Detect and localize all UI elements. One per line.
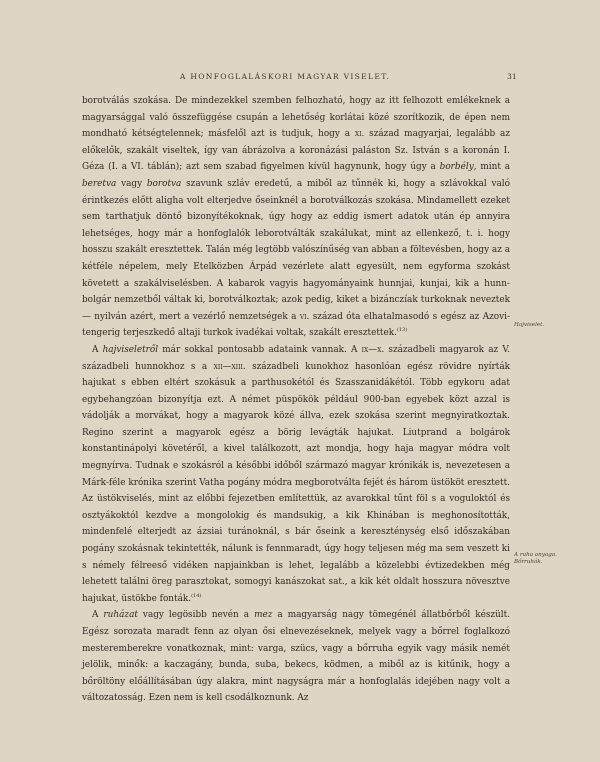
text-run: vagy legösibb nevén a xyxy=(137,610,255,621)
running-header: A HONFOGLALÁSKORI MAGYAR VISELET. xyxy=(179,72,391,81)
text-run: A xyxy=(92,610,104,621)
text-run: szavunk szláv eredetű, a miből az tűnnék ki, hogy a szlávokkal való érintkezés előtt aligha volt elterjedve őseinknél a borotválkozás szokása. Mindamellett ezeket sem tarthatjuk döntő bizonyítékoknak, úgy hogy az eddig ismert adatok után ép annyira lehetséges, hogy már a honfoglalók leborotválták szakálukat, mint az ellenkező, t. i. hogy hosszu szakált eresztettek. Talán még legtöbb valószínűség van abban a föltevésben, hogy az a kétféle népelem, mely Etelközben Árpád vezérlete alatt egyesült, nem egyforma szokást követett a szakálviselésben. A kabarok vagyis hagyományaink hunnjai, kunjai, kik a hunn-bolgár nemzetből váltak ki, borotválkoztak; azok pedig, kiket a bizánczíak turkoknak neveztek — nyilván azért, mert a vezérlő nemzetségek a xyxy=(82,178,511,322)
roman-numeral: ix—x xyxy=(361,344,382,355)
text-run: . század magyarjai, legalább az előkelők, szakált viseltek, így van ábrázolva a koronázási paláston Sz. István s a koronán I. Géza (I. a VI. táblán); azt sem szabad figyelmen kívül hagynunk, hogy úgy a xyxy=(82,129,510,173)
paragraph-clothing xyxy=(82,607,510,707)
roman-numeral: xi xyxy=(354,129,362,140)
text-run: . századbeli magyarok az V. századbeli hunnokhoz s a xyxy=(82,344,511,372)
paragraph-hairstyle xyxy=(82,342,510,608)
page-number: 31 xyxy=(507,72,517,81)
roman-numeral: vi xyxy=(299,311,307,322)
italic-term: borotva xyxy=(146,178,182,189)
italic-term: borbély xyxy=(439,162,474,173)
italic-term: beretva xyxy=(82,178,117,189)
italic-term: ruházat xyxy=(103,610,138,621)
margin-note-ruhazat: A ruha anyaga. Bőrruhák. xyxy=(514,552,557,565)
text-run: , mint a xyxy=(473,162,510,173)
italic-term: mez xyxy=(254,610,273,621)
text-run: A xyxy=(92,344,103,355)
text-run: borotválás szokása. De mindezekkel szemben felhozható, hogy az itt felhozott emlékeknek a magyarsággal való összefüggése csupán a lehetőség korlátai közé szorítkozik, de épen nem mondható kétségtelennek; másfelől azt is tudjuk, hogy a xyxy=(82,96,510,140)
text-run: . század óta elhatalmasodó s egész az Azovi-tengerig terjeszkedő altaji turkok ivadékai voltak, szakált eresztettek. xyxy=(82,311,510,339)
margin-note-hajviselet: Hajviselet. xyxy=(514,322,545,328)
paragraph-beard xyxy=(82,93,510,342)
italic-term: hajviseletről xyxy=(102,344,159,355)
footnote-ref: (14) xyxy=(191,592,202,599)
text-run: a magyarság nagy tömegénél állatbőrből készült. Egész sorozata maradt fenn az olyan ősi elnevezéseknek, melyek vagy a bőrrel foglalkozó mesteremberekre vonatkoznak, mint: varga, szücs, vagy a bőrruha egyik vagy másik nemét jelölik, minők: a kaczagány, bunda, suba, bekecs, ködmen, a miből az is kitűnik, hogy a bőröltöny előállításában úgy alakra, mint nagyságra már a honfoglalás idejében nagy volt a változatosság. Ezen nem is kell csodálkoznunk. Az xyxy=(82,610,510,704)
text-run: vagy xyxy=(116,178,147,189)
footnote-ref: (13) xyxy=(396,327,408,334)
roman-numeral: xii—xiii xyxy=(213,361,243,372)
body-text xyxy=(82,93,510,707)
text-run: már sokkal pontosabb adataink vannak. A xyxy=(158,344,362,355)
text-run: . századbeli kunokhoz hasonlóan egész rövidre nyírták hajukat s ebben eltért szokásuk a parthusokétól és Szasszanidákétól. Több egykoru adat egybehangzóan bizonyítja ezt. A német püspökök például 900-ban egyebek közt azzal is vádolják a morvákat, hogy a magyarok közé állva, ezek szokása szerint megnyiratkoztak. Regino szerint a magyarok egész a börig levágták hajukat. Liutprand a bolgárok konstantinápolyi követéről, a kivel találkozott, azt mondja, hogy haja magyar módra volt megnyírva. Tudnak e szokásról a későbbi időből származó magyar krónikák is, nevezetesen a Márk-féle krónika szerint Vatha pogány módra megborotválta fejét és három üstököt eresztett. Az üstökviselés, mint az előbbi fejezetben említettük, az avarokkal tűnt föl s a voguloktól és osztyákoktól kezdve a mongolokig és mandsukig, a kik Khinában is meghonosították, mindenfelé elterjedt az ázsiai turánoknál, s bár őseink a kereszténység első időszakában pogány szokásnak tekintették, nálunk is fennmaradt, úgy hogy teljesen még ma sem veszett ki s némely félreeső vidéken napjainkban is lehet, legalább a közelebbi évtizedekben még lehetett találni öreg parasztokat, somogyi kanászokat sat., a kik két oldalt hosszura növesztve hajukat, üstökbe fonták. xyxy=(82,361,511,604)
